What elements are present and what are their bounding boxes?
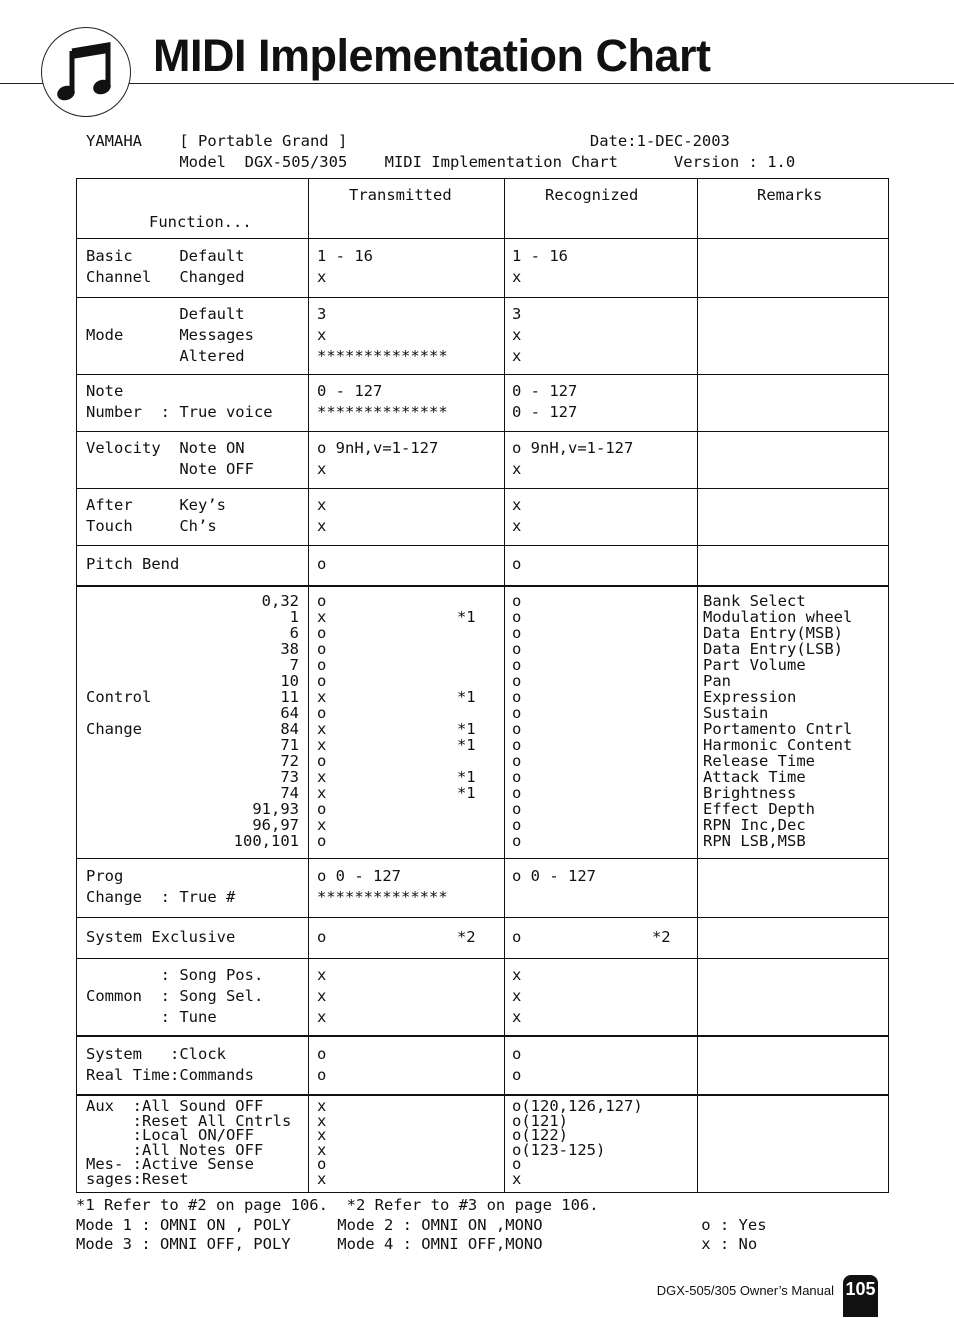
row-aux-recognized: o(120,126,127) o(121) o(122) o(123-125) o x	[512, 1097, 643, 1188]
header-transmitted: Transmitted	[349, 186, 452, 204]
header-remarks: Remarks	[757, 186, 823, 204]
row-prog-recognized: o 0 - 127	[512, 867, 596, 885]
row-control-numbers: 0,32 1 6 38 7 10 11 64 84 71 72 73 74 91,93 96,97 100,101	[233, 592, 299, 850]
row-prog-transmitted: o 0 - 127 **************	[317, 867, 448, 906]
row-divider	[77, 1094, 888, 1096]
row-mode-function: Default Mode Messages Altered	[86, 305, 254, 365]
midi-implementation-table	[76, 178, 889, 1193]
row-note-function: Note Number : True voice	[86, 382, 273, 421]
row-mode-recognized: 3 x x	[512, 305, 522, 365]
column-divider	[697, 179, 698, 1192]
row-divider	[77, 958, 888, 959]
row-common-transmitted: x x x	[317, 966, 327, 1026]
row-sysex-transmitted: o *2	[317, 928, 476, 946]
row-velocity-function: Velocity Note ON Note OFF	[86, 439, 254, 478]
row-aftertouch-function: After Key’s Touch Ch’s	[86, 496, 226, 535]
row-aftertouch-transmitted: x x	[317, 496, 327, 535]
row-divider	[77, 374, 888, 375]
header-recognized: Recognized	[545, 186, 639, 204]
row-divider	[77, 488, 888, 489]
row-basic-transmitted: 1 - 16 x	[317, 247, 373, 286]
row-control-transmitted: o x *1 o o o o x *1 o x *1 x *1 o x *1 x *1 o x o	[317, 592, 476, 850]
row-sysex-function: System Exclusive	[86, 928, 236, 946]
row-divider	[77, 238, 888, 239]
header-function: Function...	[149, 213, 252, 231]
row-aux-transmitted: x x x x o x	[317, 1097, 327, 1188]
row-pitchbend-function: Pitch Bend	[86, 555, 180, 573]
page-title: MIDI Implementation Chart	[153, 30, 711, 81]
row-divider	[77, 545, 888, 546]
chart-meta-line1: YAMAHA [ Portable Grand ] Date:1-DEC-2003	[86, 132, 730, 150]
mode-legend-line2: Mode 3 : OMNI OFF, POLY Mode 4 : OMNI OFF,MONO x : No	[76, 1235, 758, 1253]
row-sysex-recognized: o *2	[512, 928, 671, 946]
column-divider	[308, 179, 309, 1192]
chart-meta-line2: Model DGX-505/305 MIDI Implementation Chart Version : 1.0	[86, 153, 796, 171]
footnote-refs: *1 Refer to #2 on page 106. *2 Refer to #3 on page 106.	[76, 1196, 599, 1214]
row-realtime-recognized: o o	[512, 1045, 522, 1084]
row-divider	[77, 585, 888, 587]
row-pitchbend-transmitted: o	[317, 555, 327, 573]
row-basic-function: Basic Default Channel Changed	[86, 247, 245, 286]
row-basic-recognized: 1 - 16 x	[512, 247, 568, 286]
row-mode-transmitted: 3 x **************	[317, 305, 448, 365]
row-velocity-recognized: o 9nH,v=1-127 x	[512, 439, 634, 478]
mode-legend-line1: Mode 1 : OMNI ON , POLY Mode 2 : OMNI ON ,MONO o : Yes	[76, 1216, 767, 1234]
row-divider	[77, 297, 888, 298]
row-note-recognized: 0 - 127 0 - 127	[512, 382, 578, 421]
row-aux-function: Aux :All Sound OFF :Reset All Cntrls :Local ON/OFF :All Notes OFF Mes- :Active Sense sages:Reset	[86, 1097, 292, 1188]
row-aftertouch-recognized: x x	[512, 496, 522, 535]
row-common-function: : Song Pos. Common : Song Sel. : Tune	[86, 966, 264, 1026]
column-divider	[504, 179, 505, 1192]
row-common-recognized: x x x	[512, 966, 522, 1026]
row-divider	[77, 431, 888, 432]
row-note-transmitted: 0 - 127 **************	[317, 382, 448, 421]
header-rule	[0, 83, 954, 84]
manual-name: DGX-505/305 Owner’s Manual	[656, 1283, 834, 1298]
row-control-recognized: o o o o o o o o o o o o o o o o	[512, 592, 522, 850]
row-velocity-transmitted: o 9nH,v=1-127 x	[317, 439, 439, 478]
row-prog-function: Prog Change : True #	[86, 867, 236, 906]
row-control-function: Control Change	[86, 688, 152, 738]
page-number: 105	[843, 1275, 878, 1317]
row-divider	[77, 858, 888, 859]
music-note-icon	[41, 27, 131, 117]
row-control-remarks: Bank Select Modulation wheel Data Entry(MSB) Data Entry(LSB) Part Volume Pan Expression Sustain Portamento Cntrl Harmonic Content Release Time Attack Time Brightness Effect Depth RPN Inc,Dec RPN LSB,MSB	[703, 592, 853, 850]
row-pitchbend-recognized: o	[512, 555, 522, 573]
row-divider	[77, 1035, 888, 1037]
row-realtime-transmitted: o o	[317, 1045, 327, 1084]
row-divider	[77, 917, 888, 918]
row-realtime-function: System :Clock Real Time:Commands	[86, 1045, 254, 1084]
